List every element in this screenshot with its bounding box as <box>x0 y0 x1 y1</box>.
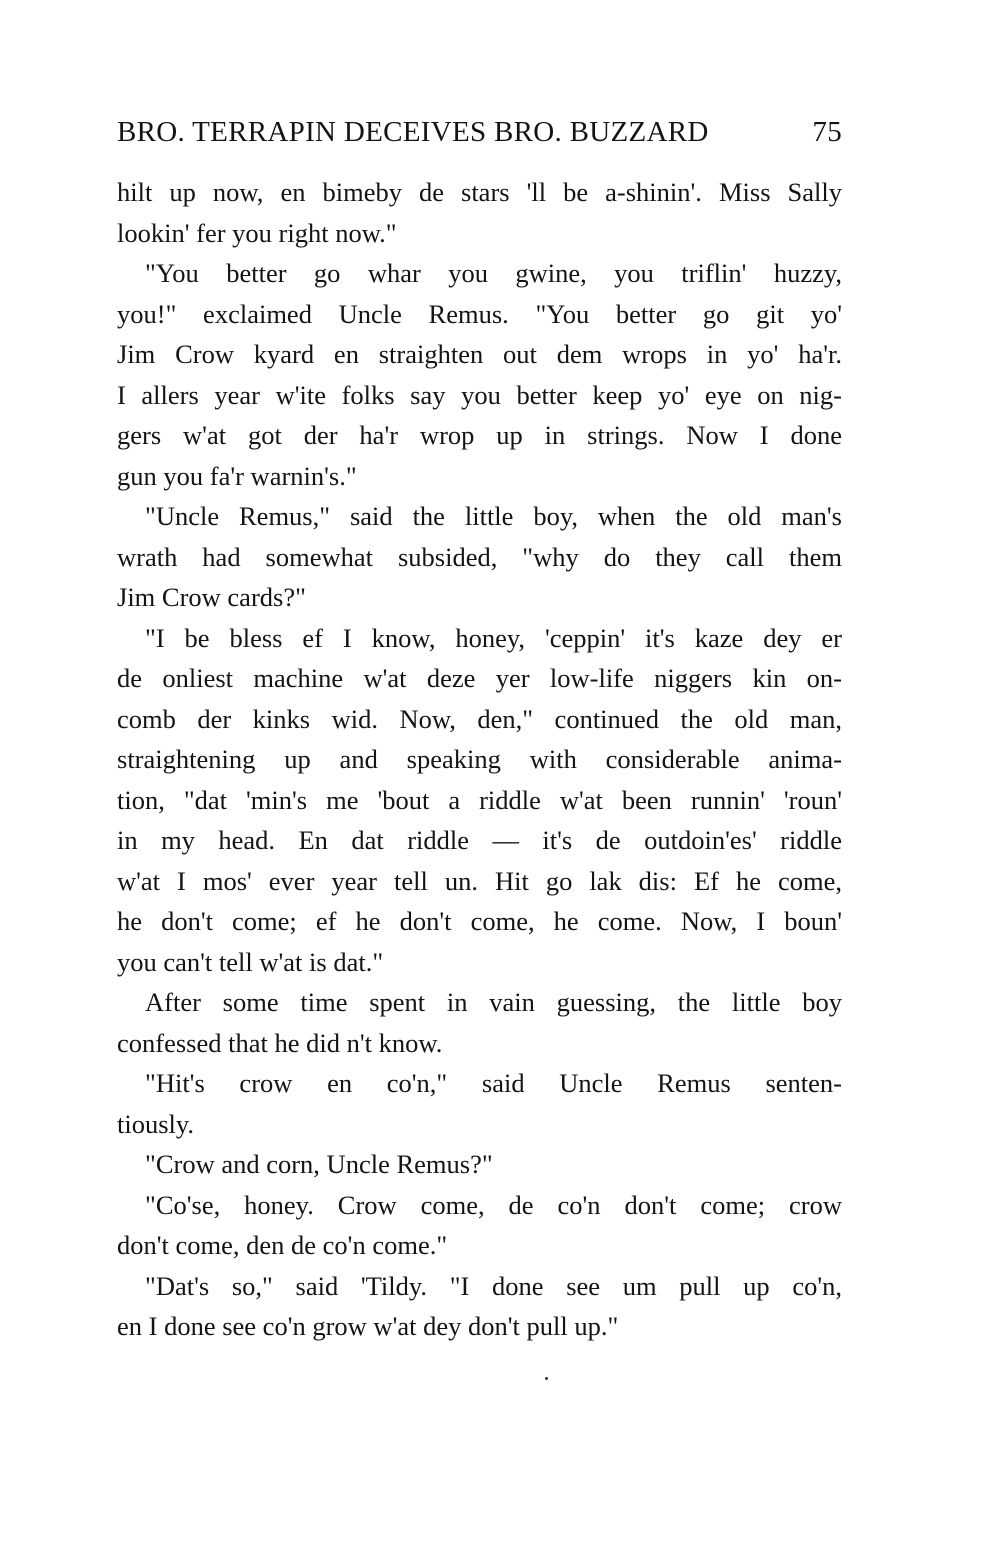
text-line: Jim Crow cards?" <box>117 582 306 612</box>
running-title: BRO. TERRAPIN DECEIVES BRO. BUZZARD <box>117 116 709 148</box>
text-line: "Hit's crow en co'n," said Uncle Remus senten- <box>145 1068 842 1098</box>
text-line: don't come, den de co'n come." <box>117 1230 448 1260</box>
text-line: I allers year w'ite folks say you better keep yo' eye on nig- <box>117 379 842 410</box>
text-line: gun you fa'r warnin's." <box>117 460 357 491</box>
text-line: in my head. En dat riddle — it's de outdoin'es' riddle <box>117 825 842 855</box>
text-line: comb der kinks wid. Now, den," continued the old man, <box>117 703 842 734</box>
text-line: you can't tell w'at is dat." <box>117 946 384 977</box>
text-line: "Uncle Remus," said the little boy, when the old man's <box>145 501 842 531</box>
page-number: 75 <box>812 116 842 148</box>
text-line: w'at I mos' ever year tell un. Hit go lak dis: Ef he come, <box>117 865 842 896</box>
text-line: "I be bless ef I know, honey, 'ceppin' it's kaze dey er <box>145 622 842 653</box>
running-header <box>117 116 842 156</box>
text-line: "You better go whar you gwine, you triflin' huzzy, <box>145 258 842 288</box>
text-line: Jim Crow kyard en straighten out dem wrops in yo' ha'r. <box>117 339 842 369</box>
text-line: you!" exclaimed Uncle Remus. "You better go git yo' <box>117 298 842 329</box>
text-line: gers w'at got der ha'r wrop up in strings. Now I done <box>117 420 842 450</box>
text-line: straightening up and speaking with considerable anima- <box>117 744 842 774</box>
text-line: "Crow and corn, Uncle Remus?" <box>145 1149 493 1179</box>
text-line: tion, "dat 'min's me 'bout a riddle w'at been runnin' 'roun' <box>117 784 842 815</box>
text-line: After some time spent in vain guessing, the little boy <box>145 987 842 1017</box>
text-line: "Dat's so," said 'Tildy. "I done see um pull up co'n, <box>145 1270 842 1301</box>
text-line: hilt up now, en bimeby de stars 'll be a-shinin'. Miss Sally <box>117 177 842 207</box>
text-line: en I done see co'n grow w'at dey don't pull up." <box>117 1311 619 1341</box>
text-line: tiously. <box>117 1108 195 1139</box>
body-text <box>117 172 842 1347</box>
text-line: de onliest machine w'at deze yer low-life niggers kin on- <box>117 663 842 693</box>
text-line: wrath had somewhat subsided, "why do they call them <box>117 541 842 572</box>
text-line: confessed that he did n't know. <box>117 1027 443 1058</box>
text-line: lookin' fer you right now." <box>117 217 397 248</box>
text-line: "Co'se, honey. Crow come, de co'n don't come; crow <box>145 1189 842 1220</box>
text-line: he don't come; ef he don't come, he come. Now, I boun' <box>117 906 842 936</box>
print-speck <box>545 1377 548 1380</box>
